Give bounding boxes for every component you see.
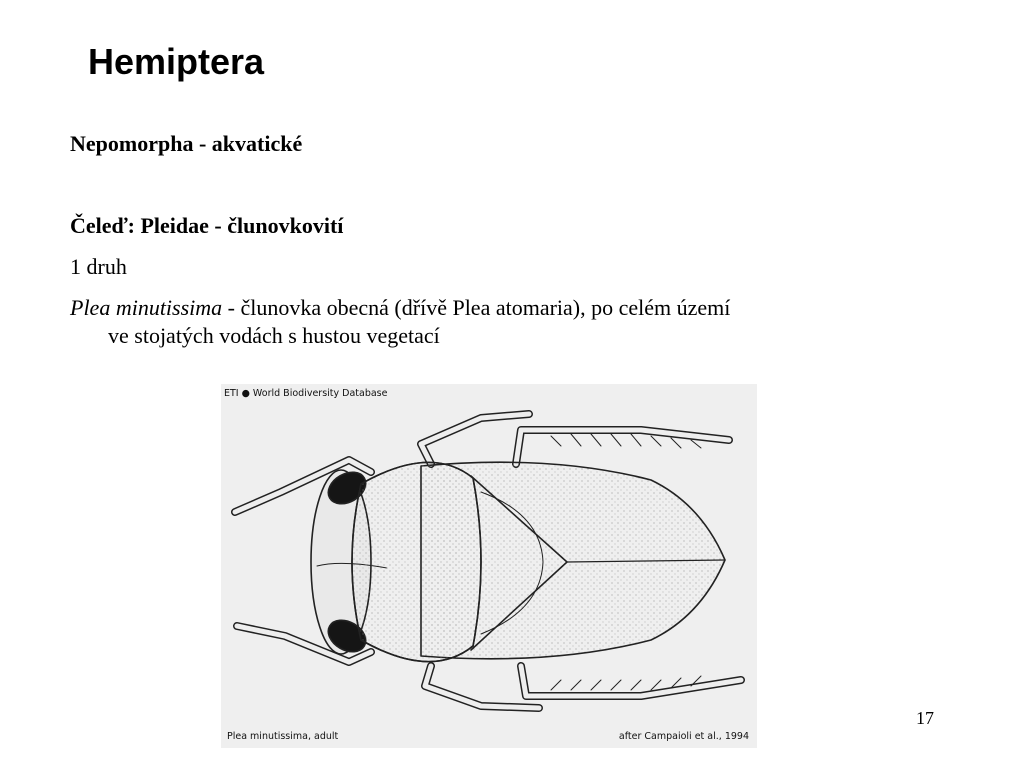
species-habitat: ve stojatých vodách s hustou vegetací bbox=[108, 323, 440, 348]
suborder-heading: Nepomorpha - akvatické bbox=[70, 131, 303, 156]
figure-source-caption: ETI ● World Biodiversity Database bbox=[224, 388, 388, 399]
family-heading: Čeleď: Pleidae - člunovkovití bbox=[70, 213, 344, 238]
slide-title: Hemiptera bbox=[88, 41, 265, 82]
figure-credit-caption: after Campaioli et al., 1994 bbox=[618, 731, 749, 742]
species-common-name: - člunovka obecná (dřívě Plea atomaria), po celém území bbox=[222, 295, 731, 320]
species-description bbox=[70, 294, 950, 350]
species-count: 1 druh bbox=[70, 254, 127, 279]
insect-drawing bbox=[221, 384, 757, 748]
page-number: 17 bbox=[916, 708, 934, 728]
figure-species-caption: Plea minutissima, adult bbox=[227, 731, 339, 742]
species-name: Plea minutissima bbox=[70, 295, 223, 320]
insect-illustration bbox=[221, 384, 757, 748]
